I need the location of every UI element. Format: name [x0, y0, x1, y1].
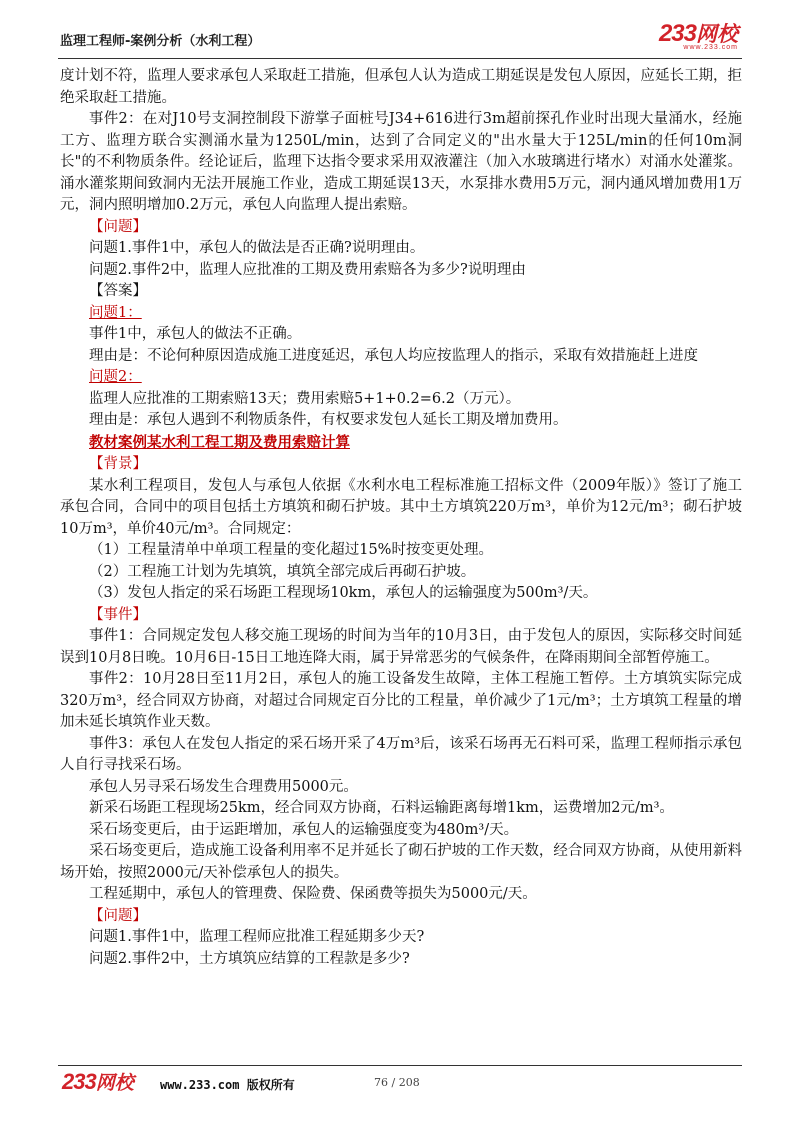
paragraph: 采石场变更后，由于运距增加，承包人的运输强度变为480m³/天。 [89, 821, 519, 838]
paragraph: 事件3：承包人在发包人指定的采石场开采了4万m³后，该采石场再无石料可采，监理工程师指示承包人自行寻找采石场。 [60, 735, 742, 773]
paragraph: 事件1：合同规定发包人移交施工现场的时间为当年的10月3日，由于发包人的原因，实际移交时间延误到10月8日晚。10月6日-15日工地连降大雨，属于异常恶劣的气候条件，在降雨期间全部暂停施工。 [60, 628, 742, 666]
section-heading: 【答案】 [89, 283, 147, 299]
header-divider [58, 58, 742, 59]
footer-logo [62, 1068, 134, 1095]
paragraph: 承包人另寻采石场发生合理费用5000元。 [89, 778, 358, 795]
logo-number: 233 [658, 20, 696, 47]
page-number: 76 / 208 [374, 1076, 420, 1089]
question-item: 问题2.事件2中，监理人应批准的工期及费用索赔各为多少?说明理由 [89, 261, 526, 278]
question-item: 问题1.事件1中，监理工程师应批准工程延期多少天? [89, 929, 425, 945]
answer-text: 理由是：不论何种原因造成施工进度延迟，承包人均应按监理人的指示，采取有效措施赶上进度 [89, 347, 698, 364]
list-item: （3）发包人指定的采石场距工程现场10km，承包人的运输强度为500m³/天。 [89, 585, 598, 601]
site-url: www.233.com [160, 1078, 240, 1092]
document-body [60, 66, 742, 970]
section-heading: 【背景】 [89, 456, 147, 472]
copyright-text: 版权所有 [246, 1078, 295, 1092]
logo-text: 网校 [696, 23, 738, 46]
footer-divider [58, 1065, 742, 1066]
paragraph: 度计划不符，监理人要求承包人采取赶工措施，但承包人认为造成工期延误是发包人原因，应延长工期，拒绝采取赶工措施。 [60, 68, 742, 106]
paragraph: 某水利工程项目，发包人与承包人依据《水利水电工程标准施工招标文件（2009年版）》签订了施工承包合同，合同中的项目包括土方填筑和砌石护坡。其中土方填筑220万m³，单价为12元/m³；砌石护坡10万m³，单价40元/m³。合同规定： [60, 477, 742, 537]
paragraph: 事件2：10月28日至11月2日，承包人的施工设备发生故障，主体工程施工暂停。土方填筑实际完成320万m³，经合同双方协商，对超过合同规定百分比的工程量，单价减少了1元/m³；土方填筑工程量的增加未延长填筑作业天数。 [60, 671, 742, 730]
answer-heading: 问题1： [89, 304, 142, 321]
logo-url: www.233.com [683, 44, 738, 51]
document-title: 监理工程师-案例分析（水利工程） [60, 34, 261, 49]
section-heading: 【问题】 [89, 218, 147, 235]
paragraph: 事件2：在对J10号支洞控制段下游掌子面桩号J34+616进行3m超前探孔作业时出现大量涌水，经施工方、监理方联合实测涌水量为1250L/min，达到了合同定义的"出水量大于125L/min的任何10m洞长"的不利物质条件。经论证后，监理下达指令要求采用双液灌注（加入水玻璃进行堵水）对涌水处灌浆。涌水灌浆期间致洞内无法开展施工作业，造成工期延误13天，水泵排水费用5万元，洞内通风增加费用1万元，洞内照明增加0.2万元，承包人向监理人提出索赔。 [60, 111, 742, 213]
answer-text: 理由是：承包人遇到不利物质条件，有权要求发包人延长工期及增加费用。 [89, 412, 568, 428]
list-item: （1）工程量清单中单项工程量的变化超过15%时按变更处理。 [89, 542, 493, 558]
list-item: （2）工程施工计划为先填筑，填筑全部完成后再砌石护坡。 [89, 563, 476, 580]
section-heading: 【问题】 [89, 907, 147, 924]
paragraph: 新采石场距工程现场25km，经合同双方协商，石料运输距离每增1km，运费增加2元/m³。 [89, 800, 674, 816]
question-item: 问题2.事件2中，土方填筑应结算的工程款是多少? [89, 950, 410, 967]
question-item: 问题1.事件1中，承包人的做法是否正确?说明理由。 [89, 240, 425, 256]
paragraph: 采石场变更后，造成施工设备利用率不足并延长了砌石护坡的工作天数，经合同双方协商，从使用新料场开始，按照2000元/天补偿承包人的损失。 [60, 843, 742, 881]
logo-number: 233 [62, 1069, 96, 1094]
section-heading: 【事件】 [89, 606, 147, 623]
answer-text: 事件1中，承包人的做法不正确。 [89, 326, 302, 342]
footer-website [160, 1076, 295, 1093]
paragraph: 工程延期中，承包人的管理费、保险费、保函费等损失为5000元/天。 [89, 886, 537, 902]
answer-text: 监理人应批准的工期索赔13天；费用索赔5+1+0.2=6.2（万元）。 [89, 390, 521, 407]
case-title: 教材案例某水利工程工期及费用索赔计算 [89, 433, 350, 451]
answer-heading: 问题2： [89, 369, 142, 385]
logo-text: 网校 [95, 1073, 134, 1094]
